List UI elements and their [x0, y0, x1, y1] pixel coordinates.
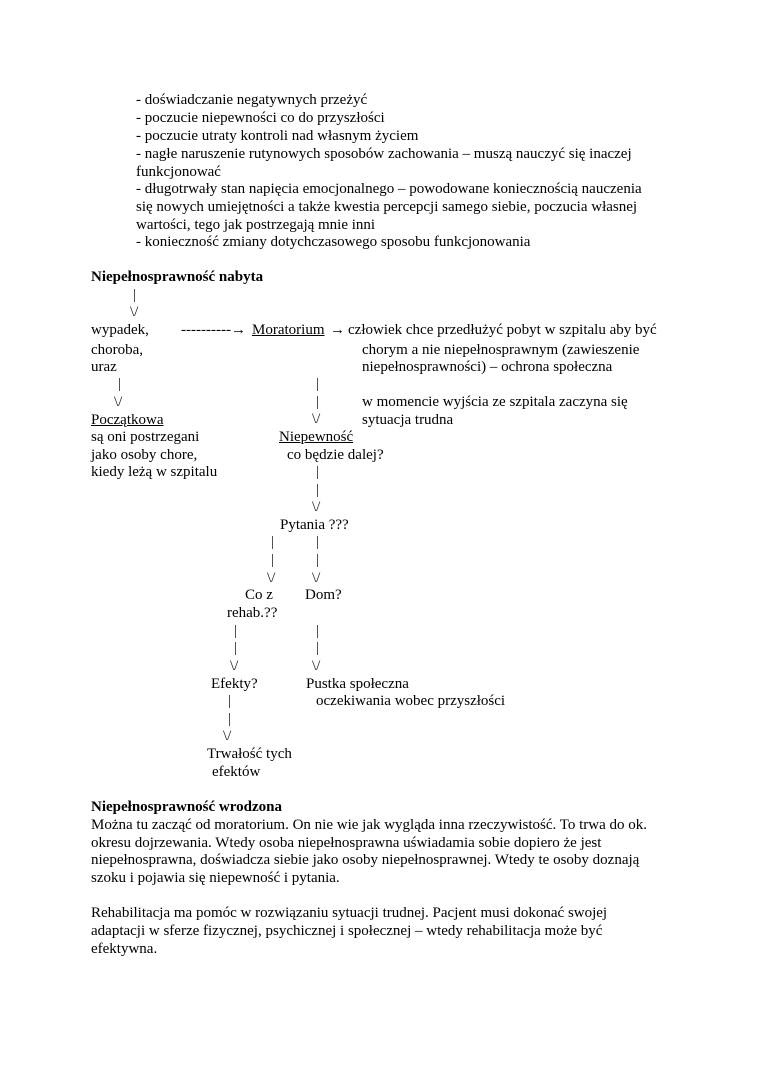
connector-pipe: | — [316, 376, 320, 392]
connector-pipe: | — [316, 640, 320, 656]
uncertainty-title: Niepewność — [279, 429, 354, 445]
durability-node: efektów — [212, 764, 261, 780]
list-item: - doświadczanie negatywnych przeżyć — [136, 92, 368, 108]
list-item: - poczucie niepewności co do przyszłości — [136, 110, 385, 126]
down-arrow: \/ — [312, 570, 321, 586]
rehab-question: Co z — [245, 587, 273, 603]
home-question: Dom? — [305, 587, 342, 603]
list-item: - długotrwały stan napięcia emocjonalnego – powodowane koniecznością nauczenia — [136, 181, 642, 197]
cause-accident: wypadek, — [91, 322, 149, 338]
exit-note: sytuacja trudna — [362, 412, 454, 428]
moratorium-desc: niepełnosprawności) – ochrona społeczna — [362, 359, 613, 375]
connector-pipe: | — [234, 623, 238, 639]
initial-line: kiedy leżą w szpitalu — [91, 464, 218, 480]
list-item: wartości, tego jak postrzegają mnie inni — [136, 217, 376, 233]
paragraph-line: Można tu zacząć od moratorium. On nie wie jak wygląda inna rzeczywistość. To trwa do ok. — [91, 817, 647, 833]
down-arrow: \/ — [312, 411, 321, 427]
connector-pipe: | — [316, 534, 320, 550]
questions-node: Pytania ??? — [280, 517, 349, 533]
connector-pipe: | — [228, 693, 232, 709]
connector-pipe: | — [133, 287, 137, 303]
congenital-heading: Niepełnosprawność wrodzona — [91, 799, 282, 815]
list-item: - poczucie utraty kontroli nad własnym życiem — [136, 128, 419, 144]
down-arrow: \/ — [223, 728, 232, 744]
effects-question: Efekty? — [211, 676, 258, 692]
connector-pipe: | — [271, 534, 275, 550]
list-item: - konieczność zmiany dotychczasowego sposobu funkcjonowania — [136, 234, 531, 250]
connector-pipe: | — [316, 552, 320, 568]
uncertainty-question: co będzie dalej? — [287, 447, 384, 463]
connector-pipe: | — [234, 640, 238, 656]
list-item: - nagłe naruszenie rutynowych sposobów zachowania – muszą nauczyć się inaczej — [136, 146, 632, 162]
connector-pipe: | — [316, 482, 320, 498]
paragraph-line: adaptacji w sferze fizycznej, psychicznej i społecznej – wtedy rehabilitacja może być — [91, 923, 603, 939]
rehab-question: rehab.?? — [227, 605, 278, 621]
cause-disease: choroba, — [91, 342, 144, 358]
connector-pipe: | — [118, 376, 122, 392]
down-arrow: \/ — [230, 658, 239, 674]
down-arrow: \/ — [130, 304, 139, 320]
paragraph-line: Rehabilitacja ma pomóc w rozwiązaniu sytuacji trudnej. Pacjent musi dokonać swojej — [91, 905, 608, 921]
initial-line: są oni postrzegani — [91, 429, 200, 445]
connector-pipe: | — [228, 711, 232, 727]
moratorium-desc: chorym a nie niepełnosprawnym (zawieszenie — [362, 342, 640, 358]
cause-injury: uraz — [91, 359, 117, 375]
paragraph-line: okresu dojrzewania. Wtedy osoba niepełnosprawna uświadamia sobie dopiero że jest — [91, 835, 602, 851]
connector-pipe: | — [316, 464, 320, 480]
connector-pipe: | — [316, 623, 320, 639]
moratorium-desc: człowiek chce przedłużyć pobyt w szpitalu aby być — [348, 322, 657, 338]
moratorium-arrow: → — [330, 322, 345, 338]
down-arrow: \/ — [312, 658, 321, 674]
list-item: funkcjonować — [136, 164, 221, 180]
down-arrow: \/ — [267, 570, 276, 586]
moratorium-label: Moratorium — [252, 322, 325, 338]
paragraph-line: efektywna. — [91, 941, 158, 957]
connector-pipe: | — [271, 552, 275, 568]
dashed-arrow: ----------→ — [181, 322, 246, 338]
connector-pipe: | — [316, 394, 320, 410]
paragraph-line: szoku i pojawia się niepewność i pytania. — [91, 870, 340, 886]
list-item: się nowych umiejętności a także kwestia percepcji samego siebie, poczucia własnej — [136, 199, 638, 215]
durability-node: Trwałość tych — [207, 746, 292, 762]
down-arrow: \/ — [114, 394, 123, 410]
initial-title: Początkowa — [91, 412, 164, 428]
social-void: Pustka społeczna — [306, 676, 409, 692]
exit-note: w momencie wyjścia ze szpitala zaczyna się — [362, 394, 628, 410]
initial-line: jako osoby chore, — [91, 447, 198, 463]
social-void: oczekiwania wobec przyszłości — [316, 693, 506, 709]
down-arrow: \/ — [312, 499, 321, 515]
paragraph-line: niepełnosprawna, doświadcza siebie jako osoby niepełnosprawnej. Wtedy te osoby doznają — [91, 852, 640, 868]
acquired-heading: Niepełnosprawność nabyta — [91, 269, 264, 285]
